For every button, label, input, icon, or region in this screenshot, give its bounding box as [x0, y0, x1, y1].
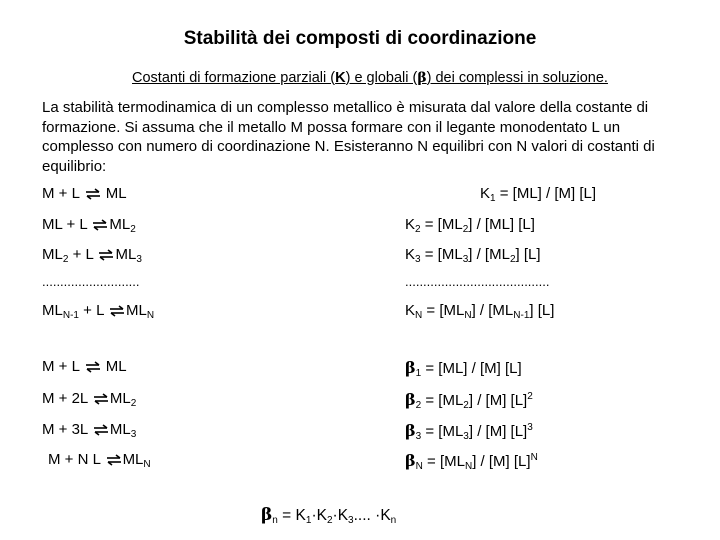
final-k1-sub: 1	[305, 515, 312, 526]
k3-symbol: K	[405, 246, 416, 263]
beta-row-n-right	[405, 451, 538, 470]
beta1-symbol: β	[405, 358, 416, 377]
betan-expr-b: ] / [M] [L]	[472, 453, 531, 470]
subtitle-k: K	[335, 70, 346, 86]
eqn-reactant-a: ML	[42, 302, 63, 319]
betan-symbol: β	[405, 451, 416, 470]
beta2-symbol: β	[405, 390, 416, 409]
beta-row-n-left	[48, 451, 151, 468]
subtitle-part3: ) dei complessi in soluzione.	[426, 70, 608, 86]
beta2-sub: 2	[415, 400, 422, 411]
kn-expr-c: ] [L]	[529, 302, 555, 319]
bn-reactants: M + N L	[48, 451, 101, 468]
k3-expr-a: = [ML	[420, 246, 463, 263]
b3-product: ML	[109, 421, 131, 438]
ellipsis-right: ........................................	[405, 274, 550, 289]
beta-row-2-right	[405, 390, 533, 409]
eq-row-3-right	[405, 246, 541, 263]
beta-row-2-left	[42, 390, 136, 407]
equilibrium-arrow-icon	[91, 219, 109, 231]
eq3-product: ML	[115, 246, 137, 263]
k2-symbol: K	[405, 216, 416, 233]
eqn-reactant-b: + L	[78, 302, 104, 319]
subtitle	[0, 70, 720, 86]
kn-sub: N	[415, 310, 423, 321]
beta3-sub: 3	[415, 431, 422, 442]
betan-sub: N	[415, 461, 423, 472]
eq-row-n-right	[405, 302, 554, 319]
equilibrium-arrow-icon	[84, 188, 102, 200]
equilibrium-arrow-icon	[108, 305, 126, 317]
eq-row-3-left	[42, 246, 142, 263]
subtitle-part2: ) e globali (	[345, 70, 418, 86]
betan-expr-sup: N	[530, 452, 538, 463]
b1-reactants: M + L	[42, 358, 80, 375]
k3-expr-c: ] [L]	[515, 246, 541, 263]
subtitle-part1: Costanti di formazione parziali (	[132, 70, 336, 86]
eq-row-1-left	[42, 185, 127, 202]
final-k2-sub: 2	[326, 515, 333, 526]
beta2-expr-sup: 2	[527, 391, 533, 402]
k3-sub: 3	[415, 254, 421, 265]
eq2-reactants: ML + L	[42, 216, 88, 233]
final-beta-sub: n	[272, 515, 278, 526]
beta2-expr-sub: 2	[463, 400, 469, 411]
eqn-reactant-sub: N-1	[62, 310, 79, 321]
beta3-expr-b: ] / [M] [L]	[468, 423, 528, 440]
beta3-symbol: β	[405, 421, 416, 440]
b2-product-sub: 2	[130, 398, 137, 409]
subtitle-beta: β	[417, 70, 427, 86]
eq3-reactant-sub: 2	[62, 254, 69, 265]
beta-row-3-left	[42, 421, 136, 438]
k2-expr-sub: 2	[462, 224, 469, 235]
kn-expr-b: ] / [ML	[471, 302, 514, 319]
final-kn-sub: n	[390, 515, 397, 526]
beta-row-1-right	[405, 358, 522, 377]
final-k3-sub: 3	[348, 515, 354, 526]
eq3-reactant-a: ML	[42, 246, 63, 263]
final-k2: K	[316, 507, 327, 524]
beta1-sub: 1	[415, 368, 422, 379]
equilibrium-arrow-icon	[97, 249, 115, 261]
eqn-product-sub: N	[146, 310, 155, 321]
final-eq-k1: = K	[277, 507, 306, 524]
eq1-reactants: M + L	[42, 185, 80, 202]
eqn-product: ML	[126, 302, 147, 319]
k1-sub: 1	[490, 193, 496, 204]
b1-product: ML	[105, 358, 127, 375]
beta3-expr-a: = [ML	[421, 423, 464, 440]
beta2-expr-b: ] / [M] [L]	[468, 392, 528, 409]
eq1-product: ML	[105, 185, 127, 202]
kn-symbol: K	[405, 302, 416, 319]
global-constant-formula	[261, 505, 396, 525]
beta-row-1-left	[42, 358, 127, 375]
b2-product: ML	[109, 390, 131, 407]
eq-row-n-left	[42, 302, 154, 319]
b3-product-sub: 3	[130, 429, 137, 440]
final-beta-symbol: β	[261, 505, 273, 525]
betan-expr-a: = [ML	[422, 453, 465, 470]
betan-expr-sub: N	[464, 461, 473, 472]
final-ellipsis: ....	[353, 507, 371, 524]
eq2-product: ML	[109, 216, 131, 233]
ellipsis-left: ...........................	[42, 274, 140, 289]
kn-expr-sub2: N-1	[513, 310, 530, 321]
final-k3: K	[337, 507, 349, 524]
k3-expr-sub2: 2	[509, 254, 516, 265]
k3-expr-sub1: 3	[462, 254, 469, 265]
k3-expr-b: ] / [ML	[468, 246, 510, 263]
bn-product: ML	[122, 451, 144, 468]
eq3-reactant-b: + L	[68, 246, 94, 263]
b3-reactants: M + 3L	[42, 421, 88, 438]
eq-row-2-left	[42, 216, 136, 233]
eq3-product-sub: 3	[136, 254, 142, 265]
k2-expr-a: = [ML	[420, 216, 463, 233]
beta2-expr-a: = [ML	[421, 392, 464, 409]
equilibrium-arrow-icon	[105, 454, 123, 466]
k2-expr-b: ] / [ML] [L]	[468, 216, 535, 233]
beta3-expr-sup: 3	[527, 422, 533, 433]
eq2-product-sub: 2	[130, 224, 136, 235]
beta3-expr-sub: 3	[463, 431, 469, 442]
final-dot-1: ·	[311, 507, 317, 524]
kn-expr-a: = [ML	[422, 302, 465, 319]
eq-row-2-right	[405, 216, 535, 233]
bn-product-sub: N	[143, 459, 151, 470]
k1-expression: = [ML] / [M] [L]	[495, 185, 597, 202]
equilibrium-arrow-icon	[84, 361, 102, 373]
final-kn: K	[380, 507, 391, 524]
equilibrium-arrow-icon	[92, 393, 110, 405]
final-dot-3: ·	[375, 507, 381, 524]
beta1-expression: = [ML] / [M] [L]	[421, 360, 522, 377]
intro-paragraph: La stabilità termodinamica di un complesso metallico è misurata dal valore della costante di formazione. Si assuma che il metallo M possa formare con il legante monodentato L un complesso con numero di coordinazione N. Esisteranno N equilibri con N valori di costanti di equilibrio:	[42, 99, 655, 175]
b2-reactants: M + 2L	[42, 390, 88, 407]
page-title: Stabilità dei composti di coordinazione	[183, 28, 537, 49]
k1-symbol: K	[480, 185, 491, 202]
kn-expr-sub1: N	[464, 310, 472, 321]
beta-row-3-right	[405, 421, 533, 440]
k2-sub: 2	[415, 224, 421, 235]
equilibrium-arrow-icon	[92, 424, 110, 436]
final-dot-2: ·	[332, 507, 338, 524]
eq-row-1-right	[480, 185, 596, 202]
